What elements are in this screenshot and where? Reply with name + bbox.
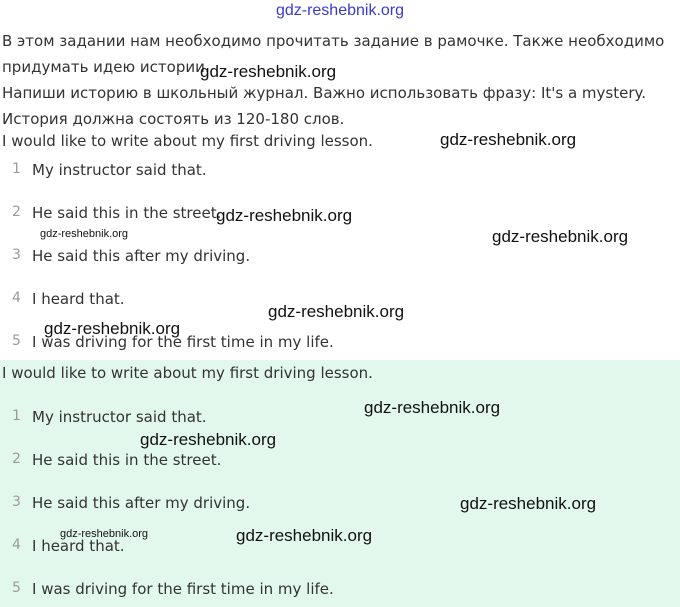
watermark: gdz-reshebnik.org (440, 130, 577, 149)
item-text: My instructor said that. (32, 408, 207, 426)
watermark: gdz-reshebnik.org (236, 526, 373, 545)
item-number: 1 (12, 408, 21, 424)
item-number: 5 (12, 580, 21, 596)
intro-paragraph-1: В этом задании нам необходимо прочитать задание в рамочке. Также необходимо придумать идею истории. (2, 32, 665, 76)
item-text: I heard that. (32, 537, 125, 555)
item-number: 2 (12, 204, 21, 220)
watermark: gdz-reshebnik.org (364, 398, 501, 417)
item-number: 4 (12, 537, 21, 553)
watermark: gdz-reshebnik.org (492, 227, 629, 246)
item-number: 3 (12, 494, 21, 510)
block-lead: I would like to write about my first driving lesson. (2, 132, 373, 150)
item-text: I was driving for the first time in my life. (32, 580, 334, 598)
item-number: 2 (12, 451, 21, 467)
block-lead: I would like to write about my first driving lesson. (2, 364, 373, 382)
item-text: He said this in the street. (32, 204, 222, 222)
item-text: My instructor said that. (32, 161, 207, 179)
intro-paragraph-2: Напиши историю в школьный журнал. Важно использовать фразу: It's a mystery. История должна состоять из 120-180 слов. (2, 84, 647, 128)
watermark: gdz-reshebnik.org (44, 319, 181, 338)
task-intro (2, 28, 678, 132)
item-number: 5 (12, 333, 21, 349)
watermark: gdz-reshebnik.org (60, 528, 149, 540)
item-text: He said this in the street. (32, 451, 222, 469)
item-text: I heard that. (32, 290, 125, 308)
watermark: gdz-reshebnik.org (140, 430, 277, 449)
item-text: He said this after my driving. (32, 494, 251, 512)
item-text: I was driving for the first time in my life. (32, 333, 334, 351)
watermark: gdz-reshebnik.org (40, 228, 129, 240)
header-watermark: gdz-reshebnik.org (275, 2, 405, 19)
watermark: gdz-reshebnik.org (200, 62, 337, 81)
watermark: gdz-reshebnik.org (460, 494, 597, 513)
watermark: gdz-reshebnik.org (268, 302, 405, 321)
item-number: 3 (12, 247, 21, 263)
item-number: 4 (12, 290, 21, 306)
item-number: 1 (12, 161, 21, 177)
watermark: gdz-reshebnik.org (216, 206, 353, 225)
item-text: He said this after my driving. (32, 247, 251, 265)
answer-block (0, 360, 680, 607)
